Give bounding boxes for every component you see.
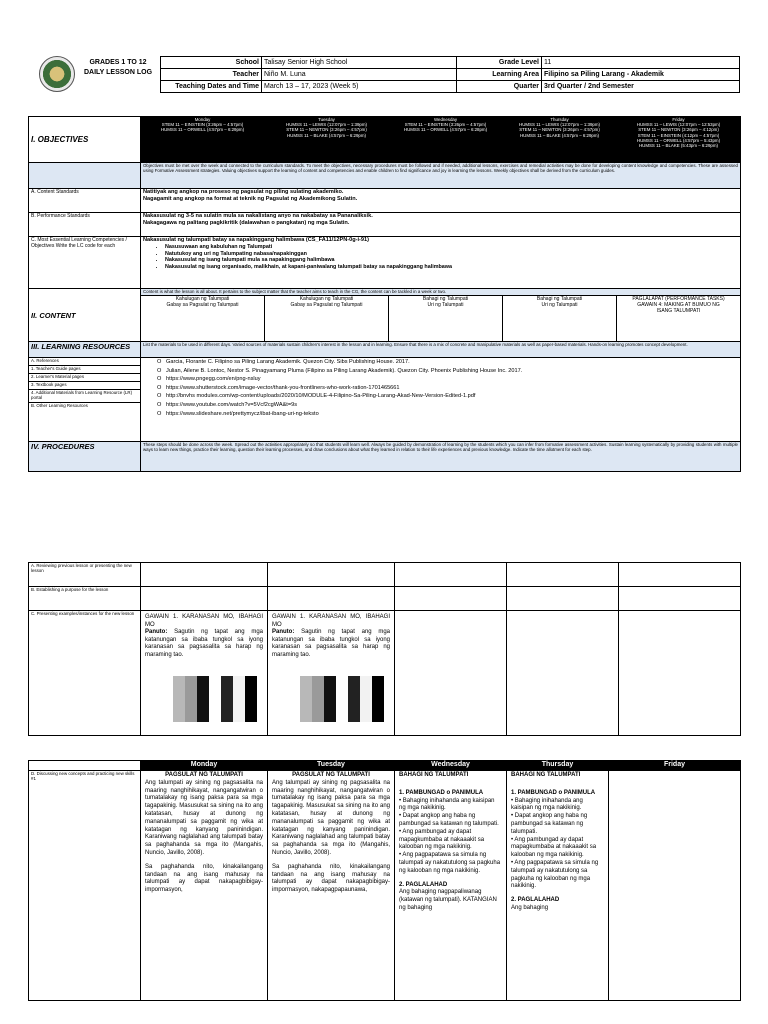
competency-item: • Nakasusulat ng isang organisado, malikhain, at kapani-paniwalang talumpati batay sa napakinggang halimbawa — [165, 264, 738, 271]
procedures-table-a — [28, 562, 741, 736]
quarter-value: 3rd Quarter / 2nd Semester — [542, 81, 740, 93]
reference-item: O https://www.shutterstock.com/image-vector/thank-you-frontliners-who-work-ration-1701465661 — [157, 384, 400, 391]
dates-value: March 13 – 17, 2023 (Week 5) — [262, 81, 457, 93]
image-stripe — [336, 676, 348, 722]
gradient-image — [161, 676, 257, 722]
reference-item: O https://www.slideshare.net/prettymycz/ibat-ibang-uri-ng-teksto — [157, 410, 319, 417]
gawain-monday: GAWAIN 1. KARANASAN MO, IBAHAGI MO Panuto: Sagutin ng tapat ang mga katanungan sa ibaba tungkol sa iyong karanasan sa pagsasalita sa harap ng maraming tao. — [141, 611, 268, 736]
discussion-thursday: BAHAGI NG TALUMPATI 1. PAMBUNGAD o PANIMULA • Bahaging inihahanda ang kaisipan ng mga nakikinig. • Dapat angkop ang haba ng pambungad sa katawan ng talumpati. • Ang pambungad ay dapat mapagkumbaba at nakaaakit sa kalooban ng mga nakikinig. • Ang pagpapatawa sa simula ng talumpati ay nakatutulong sa pagkuha ng kalooban ng mga nakikinig. 2. PAGLALAHAD Ang bahaging — [507, 771, 609, 1001]
competency-item: • Nasusuwaan ang kabuluhan ng Talumpati — [165, 244, 738, 251]
p3-day-thursday: Thursday — [507, 761, 609, 771]
reference-item: O Julian, Ailene B. Lontoc, Nestor S. Pinagyamang Pluma (Filipino sa Piling Larang Akademik). Quezon City. Phoenix Publishing House Inc. 2017. — [157, 367, 523, 374]
teacher-label: Teacher — [161, 69, 262, 81]
performance-standards-label: B. Performance Standards — [29, 213, 141, 237]
objectives-note: Objectives must be met over the week and connected to the curriculum standards. To meet the objectives, necessary procedures must be followed and if needed, additional lessons, exercises and remedial activities may be done for developing content knowledge and competencies. These are assessed using Formative Assessment strategies. Valuing objectives support the learning of content and competencies and enable children to find significance and joy in learning the lessons. Weekly objectives shall be derived from the curriculum guides. — [141, 163, 741, 189]
reference-item: O Garcia, Florante C. Filipino sa Piling Larang Akademik. Quezon City. Sibs Publishing House. 2017. — [157, 359, 410, 365]
deped-seal-logo — [39, 56, 75, 92]
image-stripe — [185, 676, 197, 722]
discussion-wednesday: BAHAGI NG TALUMPATI 1. PAMBUNGAD o PANIMULA • Bahaging inihahanda ang kaisipan ng mga nakikinig. • Dapat angkop ang haba ng pambungad sa katawan ng talumpati. • Ang pambungad ay dapat mapagkumbaba at nakaaakit sa kalooban ng mga nakikinig. • Ang pagpapatawa sa simula ng talumpati ay nakatutulong sa pagkuha ng kalooban ng mga nakikinig. 2. PAGLALAHAD Ang bahaging nagpapaliwanag (katawan ng talumpati). KATANGIAN ng bahaging — [395, 771, 507, 1001]
reference-item: O http://bnvhs modules.com/wp-content/uploads/2020/10/MODULE-4-Filipino-Sa-Piling-Larang-Akad-New-Version-Edited-1.pdf — [157, 393, 476, 400]
learning-resources-heading: III. LEARNING RESOURCES — [29, 342, 141, 358]
procedures-heading: IV. PROCEDURES — [29, 442, 141, 472]
learning-area-value: Filipino sa Piling Larang - Akademik — [542, 69, 740, 81]
school-value: Talisay Senior High School — [262, 57, 457, 69]
image-stripe — [348, 676, 360, 722]
image-stripe — [233, 676, 245, 722]
quarter-label: Quarter — [457, 81, 542, 93]
day-wednesday: Wednesday STEM 11 – EINSTEIN (3:26pm – 4:57pm) HUMSS 11 – ORWELL (4:57pm – 6:28pm) — [389, 117, 503, 163]
daily-lesson-log-label: DAILY LESSON LOG — [83, 69, 153, 76]
row-a-label: A. Reviewing previous lesson or presenting the new lesson — [29, 563, 141, 587]
discussion-monday: PAGSULAT NG TALUMPATI Ang talumpati ay sining ng pagsasalita na maaring nanghihikayat, nangangatwiran o tumatalakay ng isang paksa para sa mga tagapakinig. Masusukat sa sining na ito ang katatasan, husay at dunong ng mananalumpati sa paggamit ng wika at katatagan ng kanyang paninindigan. Karaniwang naglalahad ang talumpati batay sa paghahanda sa mga ito (Mangahis, Nuncio, Javillo, 2008). Sa paghahanda nito, kinakailangang tandaan na ang isang mahusay na talumpati ay dapat nakapagbibigay-impormasyon, — [141, 771, 268, 1001]
p3-day-wednesday: Wednesday — [395, 761, 507, 771]
content-heading: II. CONTENT — [29, 289, 141, 342]
day-thursday: Thursday HUMSS 11 – LEWIS (12:07pm – 1:39pm) STEM 11 – NEWTON (3:26pm – 4:57pm) HUMSS 11 – BLAKE (4:57pm – 6:29pm) — [503, 117, 617, 163]
day-friday: Friday HUMSS 11 – LEWIS (12:07pm – 12:53pm) STEM 11 – NEWTON (3:26pm – 4:12pm) STEM 11 – EINSTEIN (4:12pm – 4:57pm) HUMSS 11 – ORWELL (4:57pm – 5:43pm) HUMSS 11 – BLAKE (5:43pm – 6:29pm) — [617, 117, 741, 163]
p3-day-monday: Monday — [141, 761, 268, 771]
grade-level-value: 11 — [542, 57, 740, 69]
image-stripe — [312, 676, 324, 722]
content-monday: Kahulugan ng Talumpati Gabay sa Pagsulat ng Talumpati — [141, 296, 265, 342]
resources-labels: A. References 1. Teacher's Guide pages 2. Learner's Material pages 3. Textbook pages 4. Additional Materials from Learning Resource (LR) portal B. Other Learning Resources — [29, 358, 141, 442]
gradient-image — [288, 676, 384, 722]
row-c-label: C. Presenting examples/instances for the new lesson — [29, 611, 141, 736]
image-stripe — [173, 676, 185, 722]
row-d-label: D. Discussing new concepts and practicing new skills #1 — [29, 771, 141, 1001]
p3-day-friday: Friday — [609, 761, 741, 771]
image-stripe — [197, 676, 209, 722]
grades-label: GRADES 1 TO 12 — [89, 59, 147, 66]
image-stripe — [288, 676, 300, 722]
school-label: School — [161, 57, 262, 69]
content-standards-label: A. Content Standards — [29, 189, 141, 213]
teacher-value: Niño M. Luna — [262, 69, 457, 81]
content-standards-value: Natitiyak ang angkop na proseso ng pagsulat ng piling sulating akademiko. Nagagamit ang angkop na format at teknik ng Pagsulat ng Akademikong Sulatin. — [141, 189, 741, 213]
reference-item: O https://www.pngegg.com/en/png-nsluy — [157, 376, 261, 383]
lesson-log-table — [28, 116, 741, 472]
references-list — [141, 358, 741, 442]
competency-item: • Nakasusulat ng isang talumpati mula sa napakinggang halimbawa — [165, 257, 738, 264]
image-stripe — [300, 676, 312, 722]
procedures-note: These steps should be done across the week. Spread out the activities appropriately so that students will learn well. Always be guided by demonstration of learning by the students which you can infer from formative assessment activities. Sustain learning systematically by providing students with multiple ways to learn new things, practice their learning, question their learning processes, and draw conclusions about what they learned in relation to their life experiences and previous knowledge. Indicate the time allotment for each step. — [141, 442, 741, 472]
content-friday: PAGLALAPAT (PERFORMANCE TASKS) GAWAIN 4: MAKING AT BUMUO NG ISANG TALUMPATI — [617, 296, 741, 342]
content-wednesday: Bahagi ng Talumpati Uri ng Talumpati — [389, 296, 503, 342]
learning-area-label: Learning Area — [457, 69, 542, 81]
header-title-block — [80, 58, 156, 78]
row-b-label: B. Establishing a purpose for the lesson — [29, 587, 141, 611]
image-stripe — [245, 676, 257, 722]
grade-level-label: Grade Level — [457, 57, 542, 69]
discussion-friday — [609, 771, 741, 1001]
header-info-table — [160, 56, 740, 93]
image-stripe — [324, 676, 336, 722]
learning-resources-note: List the materials to be used in different days. Varied sources of materials sustain children's interest in the lesson and in learning. Ensure that there is a mix of concrete and manipulative materials as well as paper-based materials. Hands-on learning promotes concept development. — [141, 342, 741, 358]
day-tuesday: Tuesday HUMSS 11 – LEWIS (12:07pm – 1:39pm) STEM 11 – NEWTON (3:26pm – 4:57pm) HUMSS 11 – BLAKE (4:57pm – 6:29pm) — [265, 117, 389, 163]
objectives-heading: I. OBJECTIVES — [29, 117, 141, 163]
content-thursday: Bahagi ng Talumpati Uri ng Talumpati — [503, 296, 617, 342]
content-note: Content is what the lesson is all about. It pertains to the subject matter that the teacher aims to teach in the CG, the content can be tackled in a week or two. — [141, 289, 741, 296]
competencies-label: C. Most Essential Learning Competencies / Objectives Write the LC code for each — [29, 237, 141, 289]
procedures-table-d — [28, 760, 741, 1001]
competency-item: • Natutukoy ang uri ng Talumpating nabasa/napakinggan — [165, 251, 738, 258]
dates-label: Teaching Dates and Time — [161, 81, 262, 93]
image-stripe — [372, 676, 384, 722]
competencies-value: Nakasusulat ng talumpati batay sa napakinggang halimbawa (CS_FA11/12PN-0g-i-91) • Nasusuwaan ang kabuluhan ng Talumpati • Natutukoy ang uri ng Talumpating nabasa/napakinggan • Nakasusulat ng isang talumpati mula sa napakinggang halimbawa • Nakasusulat ng isang organisado, malikhain, at kapani-paniwalang talumpati batay sa napakinggang halimbawa — [141, 237, 741, 289]
p3-day-tuesday: Tuesday — [268, 761, 395, 771]
performance-standards-value: Nakasusulat ng 3-5 na sulatin mula sa nakalistang anyo na nakabatay sa Pananaliksik. Nakagagawa ng palitang pagkikritik (dalawahan o pangkatan) ng mga Sulatin. — [141, 213, 741, 237]
content-tuesday: Kahulugan ng Talumpati Gabay sa Pagsulat ng Talumpati — [265, 296, 389, 342]
reference-item: O https://www.youtube.com/watch?v=5Vcf2cgWA&t=9s — [157, 401, 298, 408]
image-stripe — [360, 676, 372, 722]
image-stripe — [221, 676, 233, 722]
gawain-tuesday: GAWAIN 1. KARANASAN MO, IBAHAGI MO Panuto: Sagutin ng tapat ang mga katanungan sa ibaba tungkol sa iyong karanasan sa pagsasalita sa harap ng maraming tao. — [268, 611, 395, 736]
image-stripe — [209, 676, 221, 722]
discussion-tuesday: PAGSULAT NG TALUMPATI Ang talumpati ay sining ng pagsasalita na maaring nanghihikayat, nangangatwiran o tumatalakay ng isang paksa para sa mga tagapakinig. Masusukat sa sining na ito ang katatasan, husay at dunong ng mananalumpati sa paggamit ng wika at katatagan ng kanyang paninindigan. Karaniwang naglalahad ang talumpati batay sa paghahanda sa mga ito (Mangahis, Nuncio, Javillo, 2008). Sa paghahanda nito, kinakailangang tandaan na ang isang mahusay na talumpati ay dapat nakapagbibigay-impormasyon, nakapagpapaunawa, — [268, 771, 395, 1001]
day-monday: Monday STEM 11 – EINSTEIN (3:26pm – 4:57pm) HUMSS 11 – ORWELL (4:57pm – 6:29pm) — [141, 117, 265, 163]
image-stripe — [161, 676, 173, 722]
